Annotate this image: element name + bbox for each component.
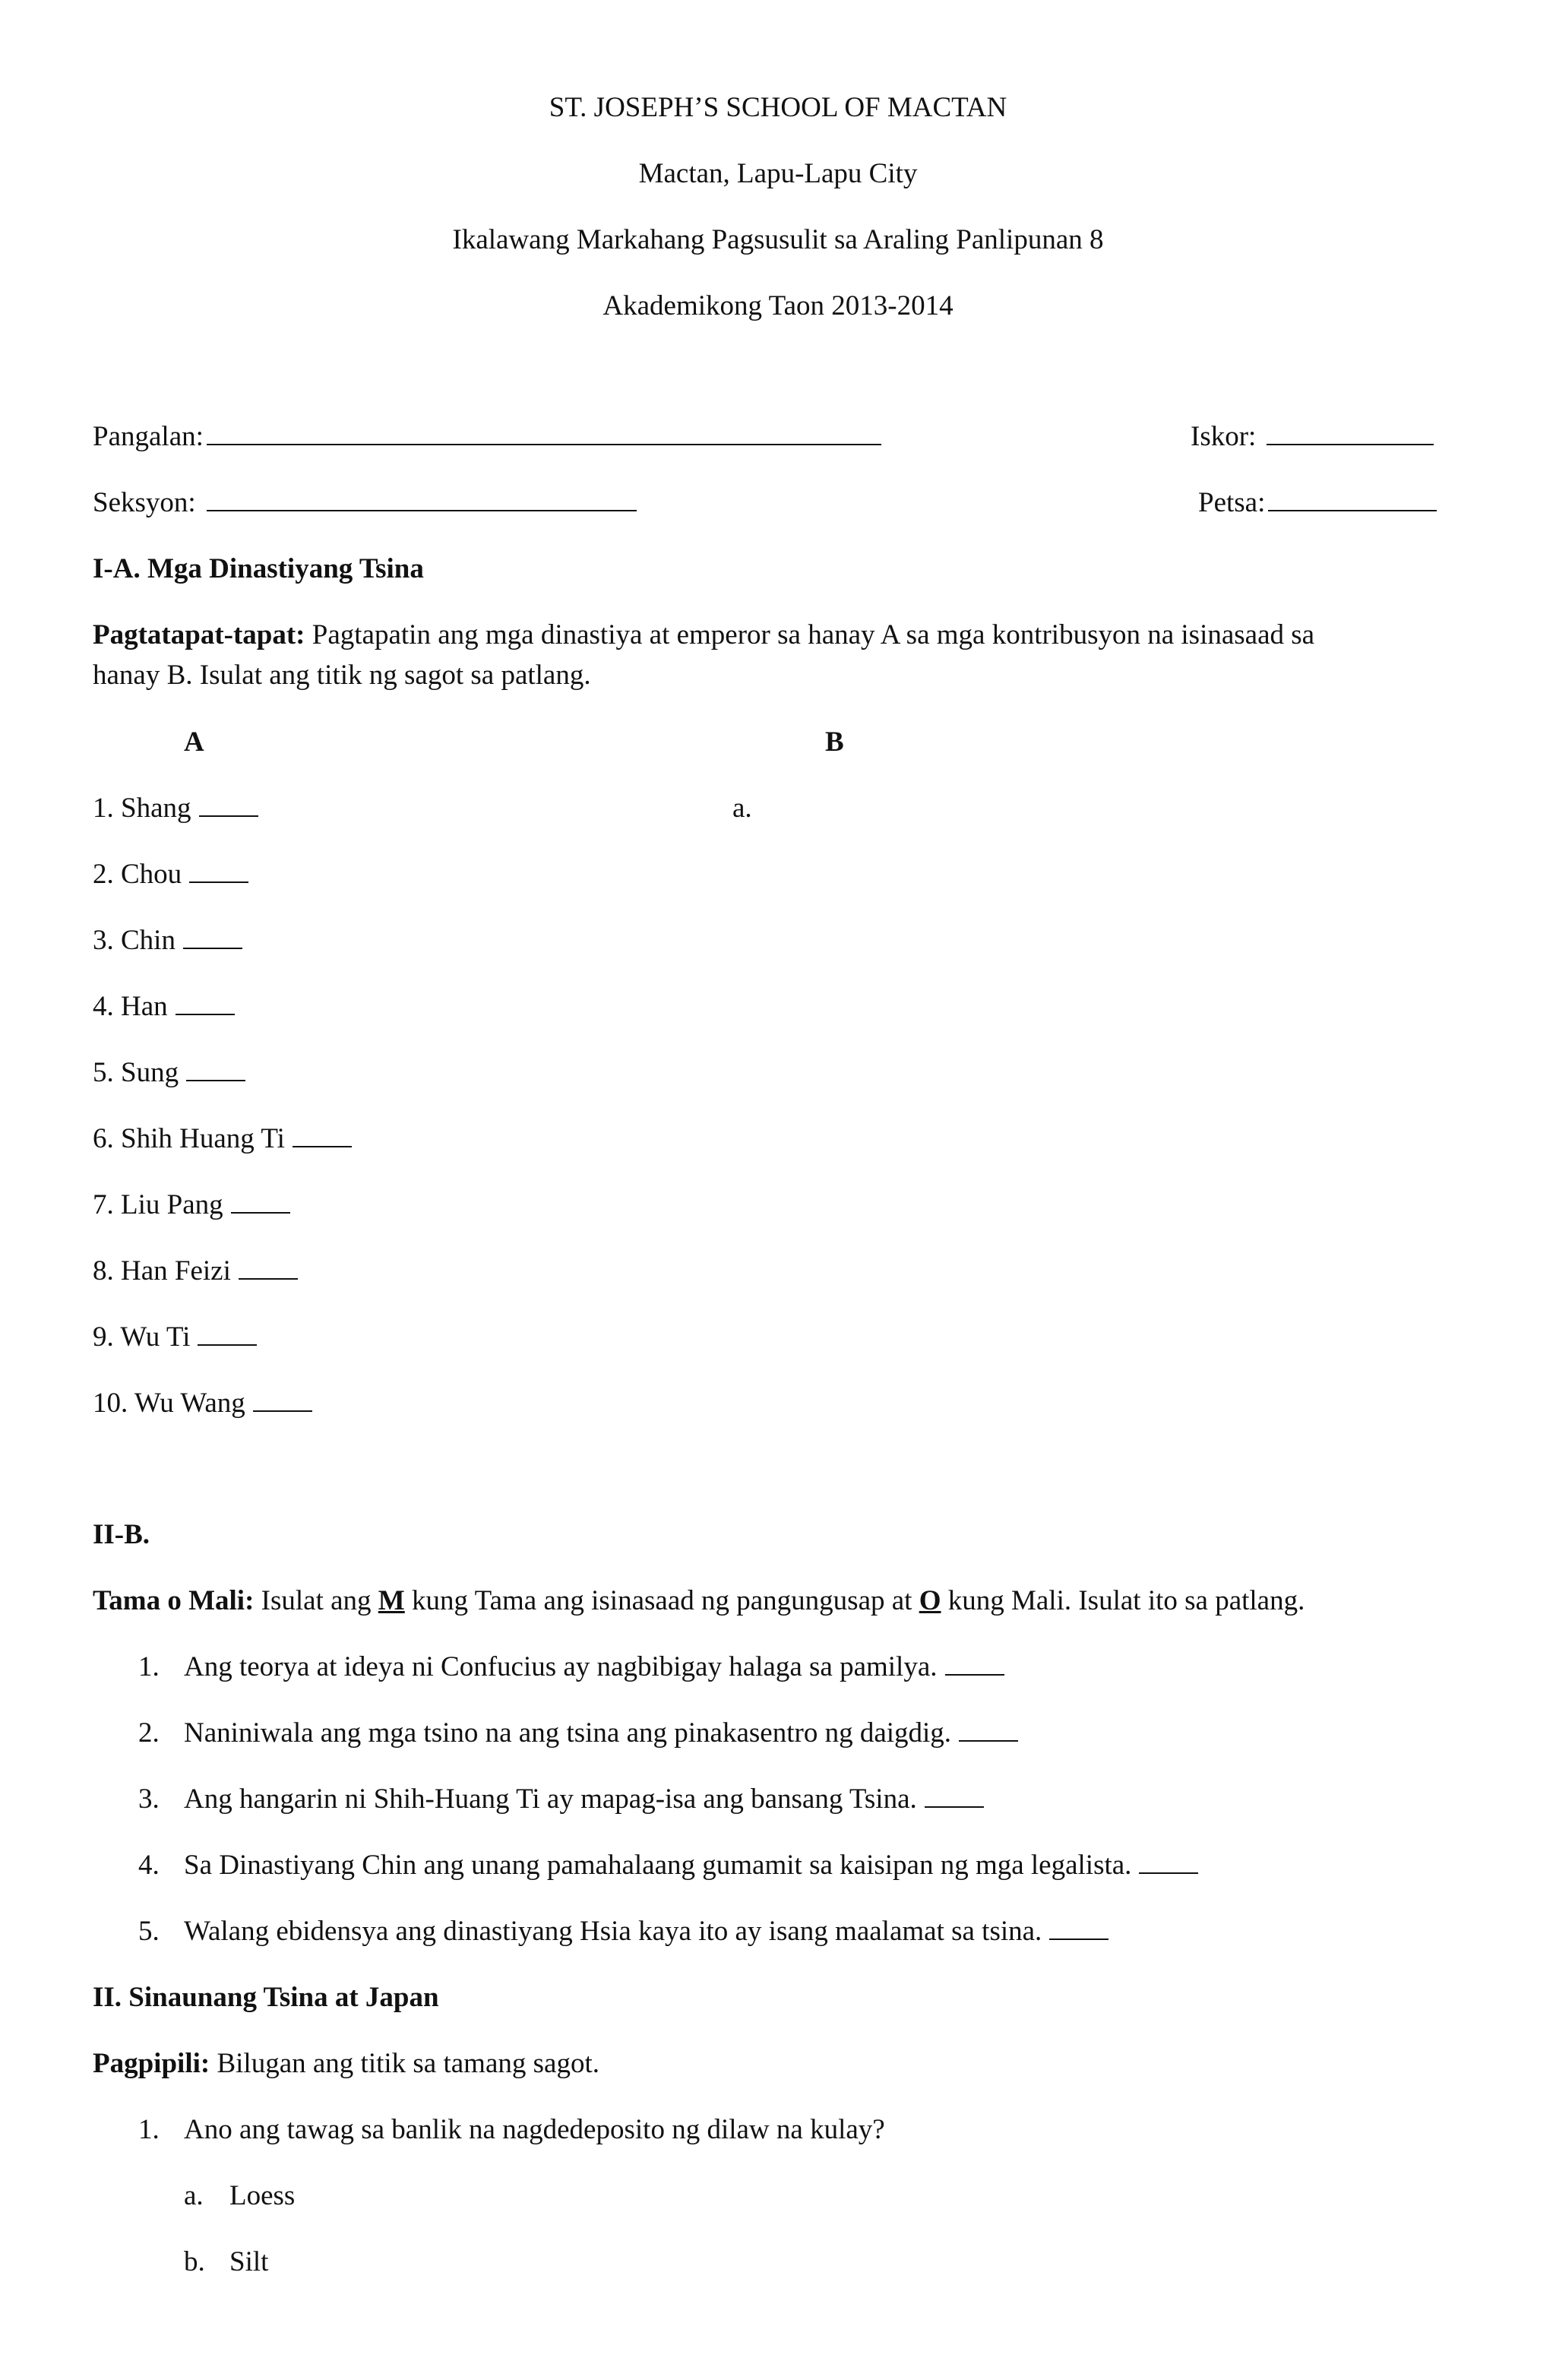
section-heading-1: I-A. Mga Dinastiyang Tsina [93,553,424,584]
instruction-3-text: Bilugan ang titik sa tamang sagot. [217,2048,599,2079]
instruction-2-mid: kung Tama ang isinasaad ng pangungusap at [411,1585,912,1616]
answer-blank[interactable] [186,1079,245,1081]
tf-number: 5. [138,1916,160,1947]
matching-item: 7. Liu Pang [93,1188,290,1222]
instruction-2 [93,1584,1305,1618]
tf-item: Ang hangarin ni Shih-Huang Ti ay mapag-isa ang bansang Tsina. [184,1783,984,1816]
section-heading-2: II-B. [93,1519,150,1550]
school-name: ST. JOSEPH’S SCHOOL OF MACTAN [549,92,1007,123]
answer-blank[interactable] [199,815,258,817]
answer-blank[interactable] [253,1410,312,1412]
tf-number: 1. [138,1651,160,1682]
matching-item: 2. Chou [93,858,248,891]
instruction-2-pre: Isulat ang [261,1585,372,1616]
instruction-2-label: Tama o Mali: [93,1585,255,1616]
date-field [1198,486,1437,520]
answer-blank[interactable] [183,947,242,949]
answer-blank[interactable] [1139,1872,1198,1874]
question-text: Ano ang tawag sa banlik na nagdedeposito ng dilaw na kulay? [184,2114,885,2145]
instruction-1-line1 [93,619,1314,652]
answer-blank[interactable] [945,1673,1004,1676]
question-number: 1. [138,2114,160,2145]
instruction-1-line2: hanay B. Isulat ang titik ng sagot sa patlang. [93,660,591,691]
column-b-header: B [825,726,844,758]
exam-title: Ikalawang Markahang Pagsusulit sa Araling Panlipunan 8 [452,224,1104,255]
instruction-2-post: kung Mali. Isulat ito sa patlang. [947,1585,1305,1616]
answer-blank[interactable] [239,1277,298,1280]
instruction-1-label: Pagtatapat-tapat: [93,619,305,650]
choice-letter: a. [184,2180,204,2211]
score-line [1267,443,1434,445]
answer-blank[interactable] [1049,1938,1108,1940]
answer-blank[interactable] [176,1013,235,1015]
matching-item: 1. Shang [93,792,258,825]
score-field [1191,420,1434,454]
name-label: Pangalan: [93,421,204,452]
section-heading-3: II. Sinaunang Tsina at Japan [93,1982,439,2013]
matching-item: 4. Han [93,990,235,1024]
choice-text[interactable]: Loess [229,2180,296,2211]
tf-number: 3. [138,1783,160,1815]
tf-item: Sa Dinastiyang Chin ang unang pamahalaang gumamit sa kaisipan ng mga legalista. [184,1849,1198,1882]
instruction-3-label: Pagpipili: [93,2048,210,2079]
answer-blank[interactable] [189,881,248,883]
score-label: Iskor: [1191,421,1257,452]
name-field [93,420,881,454]
tf-item: Ang teorya at ideya ni Confucius ay nagbibigay halaga sa pamilya. [184,1650,1004,1684]
matching-item: 5. Sung [93,1056,245,1090]
section-field [93,486,637,520]
date-line [1268,509,1437,511]
choice-letter: b. [184,2246,205,2277]
instruction-3 [93,2047,599,2081]
true-mark: M [378,1585,405,1616]
matching-item: 6. Shih Huang Ti [93,1122,352,1156]
instruction-1-text: Pagtapatin ang mga dinastiya at emperor sa hanay A sa mga kontribusyon na isinasaad sa [312,619,1315,650]
matching-item: 9. Wu Ti [93,1321,257,1354]
section-line [207,509,637,511]
choice-text[interactable]: Silt [229,2246,269,2277]
tf-number: 4. [138,1850,160,1881]
answer-blank[interactable] [959,1739,1018,1742]
tf-item: Naniniwala ang mga tsino na ang tsina ang pinakasentro ng daigdig. [184,1717,1018,1750]
tf-number: 2. [138,1717,160,1749]
column-a-header: A [184,726,204,758]
false-mark: O [919,1585,941,1616]
answer-blank[interactable] [925,1806,984,1808]
answer-blank[interactable] [293,1145,352,1147]
matching-item: 8. Han Feizi [93,1255,298,1288]
matching-item: 10. Wu Wang [93,1387,312,1420]
school-location: Mactan, Lapu-Lapu City [638,158,918,189]
date-label: Petsa: [1198,487,1266,518]
name-line [207,443,881,445]
section-label: Seksyon: [93,487,196,518]
answer-blank[interactable] [231,1211,290,1214]
school-year: Akademikong Taon 2013-2014 [602,290,954,321]
matching-item: 3. Chin [93,924,242,957]
answer-blank[interactable] [198,1343,257,1346]
column-b-item: a. [732,793,752,824]
tf-item: Walang ebidensya ang dinastiyang Hsia kaya ito ay isang maalamat sa tsina. [184,1915,1108,1948]
